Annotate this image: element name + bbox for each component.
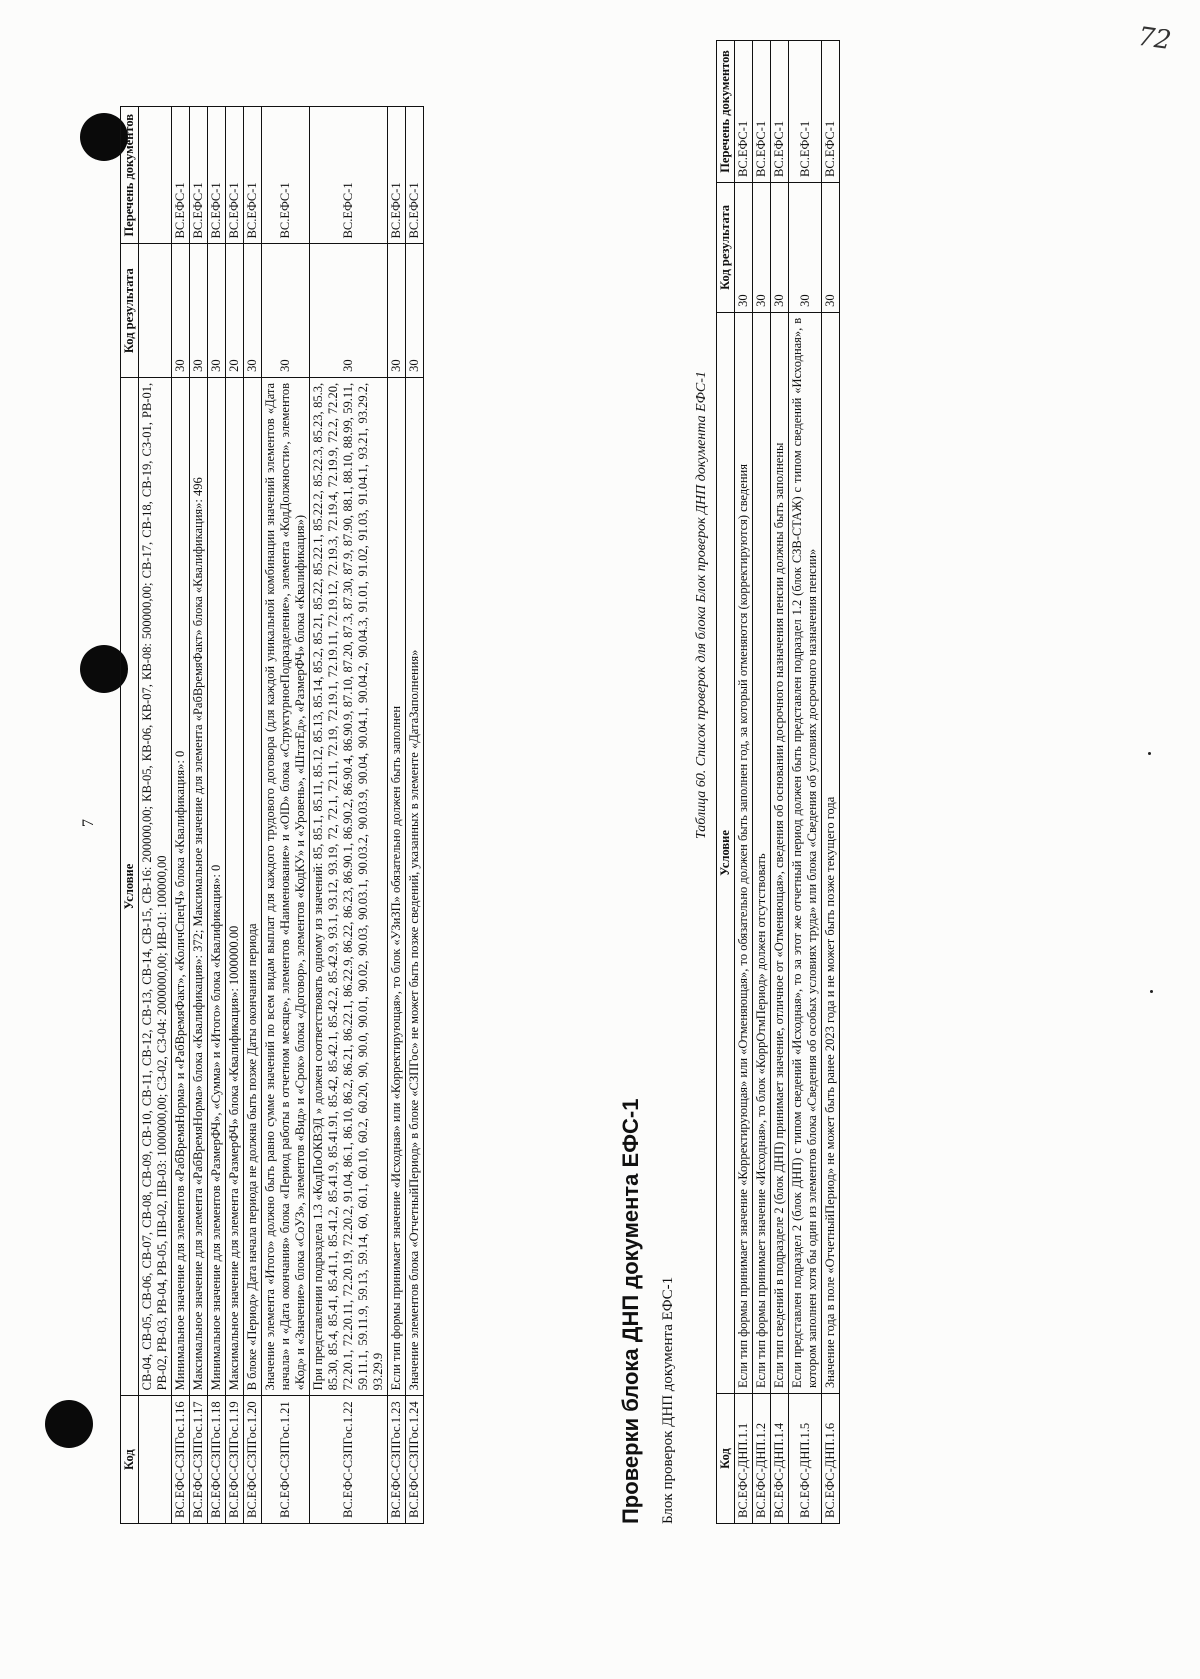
cell-code: ВС.ЕФС-СЗПГос.1.22 bbox=[310, 1396, 388, 1524]
cell-condition: Минимальное значение для элементов «РабВремяНорма» и «РабВремяФакт», «КоличСпецЧ» блока «Квалификация»: 0 bbox=[172, 377, 190, 1395]
table-row bbox=[208, 107, 226, 1524]
table-row bbox=[172, 107, 190, 1524]
cell-docs: ВС.ЕФС-1 bbox=[310, 107, 388, 244]
cell-code bbox=[139, 1396, 172, 1524]
cell-docs: ВС.ЕФС-1 bbox=[735, 41, 753, 183]
cell-code: ВС.ЕФС-ДНП.1.1 bbox=[735, 1394, 753, 1524]
header-condition: Условие bbox=[121, 377, 139, 1395]
cell-condition: Если тип сведений в подразделе 2 (блок ДНП) принимает значение, отличное от «Отменяющая», сведения об основании досрочного назначения пенсии должны быть заполнены bbox=[771, 312, 789, 1393]
header-code: Код bbox=[717, 1394, 735, 1524]
cell-condition: Если тип формы принимает значение «Исходная» или «Корректирующая», то блок «УЗиЗП» обязательно должен быть заполнен bbox=[388, 377, 406, 1395]
page-number: 7 bbox=[80, 819, 97, 827]
table-row bbox=[406, 107, 424, 1524]
cell-docs: ВС.ЕФС-1 bbox=[244, 107, 262, 244]
cell-code: ВС.ЕФС-СЗПГос.1.18 bbox=[208, 1396, 226, 1524]
cell-docs: ВС.ЕФС-1 bbox=[262, 107, 310, 244]
cell-code: ВС.ЕФС-СЗПГос.1.16 bbox=[172, 1396, 190, 1524]
section-subtitle: Блок проверок ДНП документа ЕФС-1 bbox=[660, 1276, 676, 1524]
cell-result bbox=[139, 244, 172, 377]
cell-docs: ВС.ЕФС-1 bbox=[753, 41, 771, 183]
cell-docs: ВС.ЕФС-1 bbox=[789, 41, 822, 183]
cell-code: ВС.ЕФС-ДНП.1.5 bbox=[789, 1394, 822, 1524]
cell-code: ВС.ЕФС-ДНП.1.6 bbox=[822, 1394, 840, 1524]
cell-condition: Если представлен подраздел 2 (блок ДНП) с типом сведений «Исходная», то за этот же отчетный период должен быть представлен подраздел 1.2 (блок СЗВ-СТАЖ) с типом сведений «Исходная», в котором заполнен хотя бы один из элементов блока «Сведения об особых условиях труда» или блока «Сведения об условиях досрочного назначения пенсии» bbox=[789, 312, 822, 1393]
header-documents: Перечень документов bbox=[717, 41, 735, 183]
cell-condition: При представлении подраздела 1.3 «КодПоОКВЭД » должен соответствовать одному из значений: 85, 85.1, 85.11, 85.12, 85.13, 85.14, 85.2, 85.21, 85.22, 85.22.1, 85.22.2, 85.22.3, 85.23, 85.3, 85.30, 85.4, 85.41, 85.41.1, 85.41.2, 85.41.9, 85.41.91, 85.42, 85.42.1, 85.42.2, 85.42.9, 93.1, 93.12, 93.19, 72, 72.1, 72.11, 72.19, 72.19.1, 72.19.11, 72.19.12, 72.19.3, 72.19.4, 72.19.9, 72.2, 72.20, 72.20.1, 72.20.11, 72.20.19, 72.20.2, 91.04, 86.1, 86.10, 86.2, 86.21, 86.22.1, 86.22.9, 86.22, 86.23, 86.90.1, 86.90.2, 86.90.4, 86.90.9, 87.10, 87.20, 87.3, 87.30, 87.9, 87.90, 88.1, 88.10, 88.99, 59.11, 59.11.1, 59.11.9, 59.13, 59.14, 60, 60.1, 60.10, 60.2, 60.20, 90, 90.0, 90.01, 90.02, 90.03, 90.03.1, 90.03.2, 90.03.9, 90.04, 90.04.1, 90.04.2, 90.04.3, 91.01, 91.02, 91.03, 91.04.1, 93.21, 93.29.2, 93.29.9 bbox=[310, 377, 388, 1395]
cell-docs: ВС.ЕФС-1 bbox=[771, 41, 789, 183]
cell-code: ВС.ЕФС-ДНП.1.2 bbox=[753, 1394, 771, 1524]
cell-code: ВС.ЕФС-СЗПГос.1.20 bbox=[244, 1396, 262, 1524]
cell-result: 30 bbox=[172, 244, 190, 377]
cell-result: 30 bbox=[388, 244, 406, 377]
table-row bbox=[226, 107, 244, 1524]
cell-code: ВС.ЕФС-СЗПГос.1.17 bbox=[190, 1396, 208, 1524]
table-row bbox=[310, 107, 388, 1524]
cell-condition: Значение элементов блока «ОтчетныйПериод» в блоке «СЗПГос» не может быть позже сведений, указанных в элементе «ДатаЗаполнения» bbox=[406, 377, 424, 1395]
cell-condition: Значение элемента «Итого» должно быть равно сумме значений по всем видам выплат для каждого трудового договора (для каждой уникальной комбинации значений элементов «Дата начала» и «Дата окончания» блока «Период работы в отчетном месяце», элементов «Наименование» и «OID» блока «СтруктурноеПодразделение», элемента «КодДолжности», элементов «Код» и «Значение» блока «СоУЗ», элементов «Вид» и «Срок» блока «Договор», элементов «КодКУ» и «Уровень», «ШтатЕд», «РазмерФЧ» блока «Квалификация») bbox=[262, 377, 310, 1395]
cell-result: 30 bbox=[789, 182, 822, 312]
table-caption: Таблица 60. Список проверок для блока Блок проверок ДНП документа ЕФС-1 bbox=[694, 371, 709, 839]
cell-result: 30 bbox=[310, 244, 388, 377]
table-row bbox=[771, 41, 789, 1524]
header-result-code: Код результата bbox=[717, 182, 735, 312]
cell-docs: ВС.ЕФС-1 bbox=[822, 41, 840, 183]
cell-condition: В блоке «Период» Дата начала периода не должна быть позже Даты окончания периода bbox=[244, 377, 262, 1395]
header-documents: Перечень документов bbox=[121, 107, 139, 244]
cell-condition: СВ-04, СВ-05, СВ-06, СВ-07, СВ-08, СВ-09, СВ-10, СВ-11, СВ-12, СВ-13, СВ-14, СВ-15, СВ-16: 200000,00; КВ-05, КВ-06, КВ-07, КВ-08: 500000,00; СВ-17, СВ-18, СВ-19, СЗ-01, РВ-01, РВ-02, РВ-03, РВ-04, РВ-05, ПВ-02, ПВ-03: 1000000,00; СЗ-02, СЗ-04: 2000000,00; ИВ-01: 100000,00 bbox=[139, 377, 172, 1395]
cell-docs: ВС.ЕФС-1 bbox=[226, 107, 244, 244]
cell-docs: ВС.ЕФС-1 bbox=[172, 107, 190, 244]
header-condition: Условие bbox=[717, 312, 735, 1393]
table-row bbox=[822, 41, 840, 1524]
table-header-row bbox=[121, 107, 139, 1524]
section-title: Проверки блока ДНП документа ЕФС-1 bbox=[618, 1098, 643, 1524]
cell-result: 30 bbox=[406, 244, 424, 377]
table-row bbox=[753, 41, 771, 1524]
cell-result: 30 bbox=[190, 244, 208, 377]
cell-code: ВС.ЕФС-СЗПГос.1.24 bbox=[406, 1396, 424, 1524]
table-row bbox=[190, 107, 208, 1524]
cell-result: 30 bbox=[262, 244, 310, 377]
cell-condition: Если тип формы принимает значение «Исходная», то блок «КоррОтмПериод» должен отсутствовать bbox=[753, 312, 771, 1393]
table-header-row bbox=[717, 41, 735, 1524]
cell-condition: Максимальное значение для элемента «РабВремяНорма» блока «Квалификация»: 372; Максимальное значение для элемента «РабВремяФакт» блока «Квалификация»: 496 bbox=[190, 377, 208, 1395]
header-result-code: Код результата bbox=[121, 244, 139, 377]
cell-docs: ВС.ЕФС-1 bbox=[406, 107, 424, 244]
cell-result: 30 bbox=[735, 182, 753, 312]
cell-result: 30 bbox=[753, 182, 771, 312]
cell-docs bbox=[139, 107, 172, 244]
handwritten-page-mark: 72 bbox=[1136, 21, 1174, 57]
cell-condition: Минимальное значение для элементов «РазмерФЧ», «Сумма» и «Итого» блока «Квалификация»: 0 bbox=[208, 377, 226, 1395]
cell-code: ВС.ЕФС-СЗПГос.1.21 bbox=[262, 1396, 310, 1524]
cell-result: 20 bbox=[226, 244, 244, 377]
checks-table-szpgos bbox=[120, 106, 424, 1524]
cell-code: ВС.ЕФС-СЗПГос.1.23 bbox=[388, 1396, 406, 1524]
cell-result: 30 bbox=[822, 182, 840, 312]
table-row-continuation bbox=[139, 107, 172, 1524]
cell-result: 30 bbox=[771, 182, 789, 312]
cell-result: 30 bbox=[244, 244, 262, 377]
cell-condition: Максимальное значение для элемента «РазмерФЧ» блока «Квалификация»: 1000000.00 bbox=[226, 377, 244, 1395]
table-row bbox=[244, 107, 262, 1524]
cell-docs: ВС.ЕФС-1 bbox=[388, 107, 406, 244]
cell-docs: ВС.ЕФС-1 bbox=[208, 107, 226, 244]
cell-result: 30 bbox=[208, 244, 226, 377]
table-row bbox=[789, 41, 822, 1524]
checks-table-dnp bbox=[716, 40, 840, 1524]
table-row bbox=[735, 41, 753, 1524]
header-code: Код bbox=[121, 1396, 139, 1524]
cell-condition: Если тип формы принимает значение «Корректирующая» или «Отменяющая», то обязательно должен быть заполнен год, за который отменяются (корректируются) сведения bbox=[735, 312, 753, 1393]
cell-code: ВС.ЕФС-СЗПГос.1.19 bbox=[226, 1396, 244, 1524]
cell-docs: ВС.ЕФС-1 bbox=[190, 107, 208, 244]
cell-condition: Значение года в поле «ОтчетныйПериод» не может быть ранее 2023 года и не может быть позже текущего года bbox=[822, 312, 840, 1393]
table-row bbox=[262, 107, 310, 1524]
cell-code: ВС.ЕФС-ДНП.1.4 bbox=[771, 1394, 789, 1524]
table-row bbox=[388, 107, 406, 1524]
